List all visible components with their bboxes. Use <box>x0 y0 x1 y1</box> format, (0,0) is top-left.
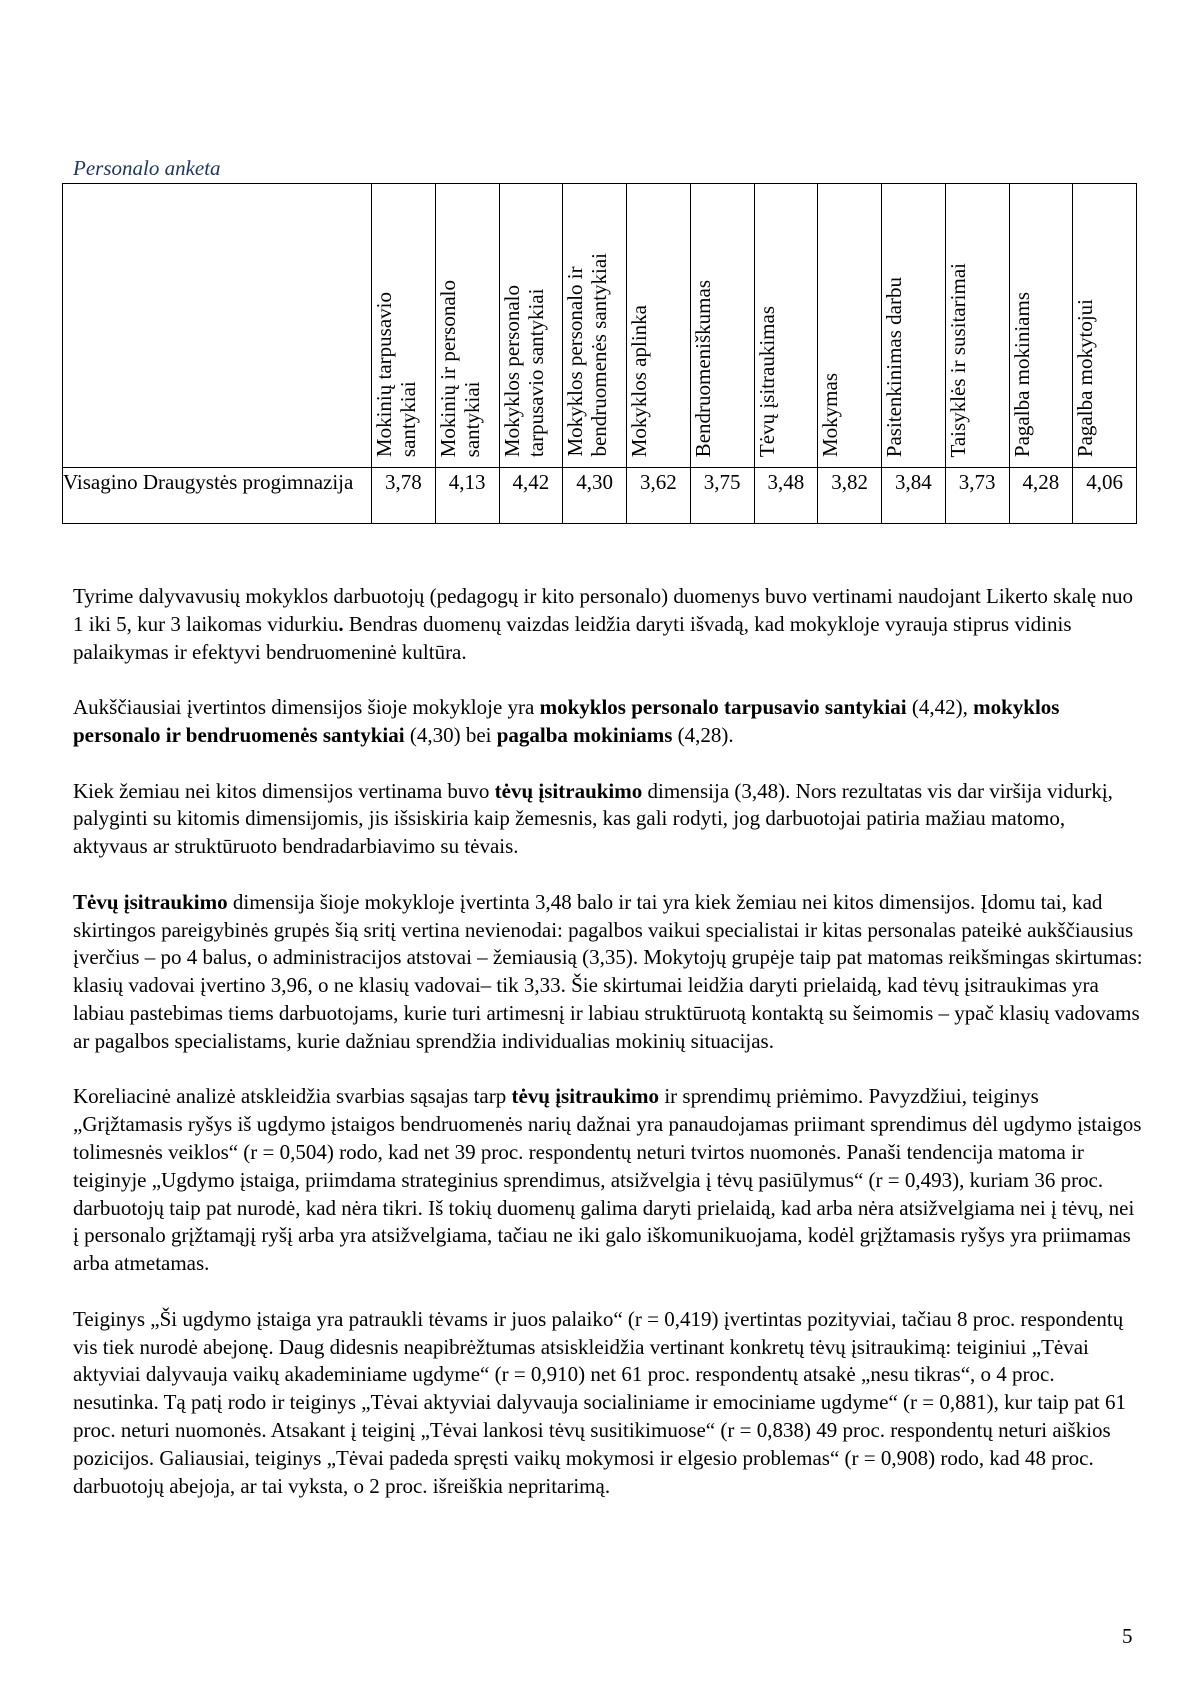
table-cell: 3,78 <box>372 468 436 524</box>
column-header <box>690 184 754 468</box>
column-header <box>563 184 627 468</box>
paragraph <box>73 778 1143 861</box>
column-header <box>754 184 818 468</box>
paragraph <box>73 583 1143 666</box>
column-header-label: Bendruomeniškumas <box>690 279 715 457</box>
text-run: Aukščiausiai įvertintos dimensijos šioje mokykloje yra <box>73 695 540 720</box>
table-cell: 3,84 <box>882 468 946 524</box>
table-cell: 3,48 <box>754 468 818 524</box>
column-header <box>499 184 563 468</box>
page-number: 5 <box>1122 1624 1133 1648</box>
paragraph <box>73 1083 1143 1278</box>
column-header <box>882 184 946 468</box>
row-label: Visagino Draugystės progimnazija <box>63 468 372 524</box>
table-cell: 4,06 <box>1073 468 1137 524</box>
column-header <box>1073 184 1137 468</box>
column-header-label: Mokyklos aplinka <box>627 304 651 457</box>
column-header <box>818 184 882 468</box>
column-header-label: Mokymas <box>818 373 843 457</box>
paragraph <box>73 1306 1143 1501</box>
column-header <box>1009 184 1073 468</box>
text-run: (4,42), <box>906 695 974 720</box>
bold-text: tėvų įsitraukimo <box>494 778 643 803</box>
body-text <box>73 583 1143 1528</box>
bold-text: mokyklos personalo ir bendruomenės santykiai <box>73 695 1060 747</box>
bold-text: mokyklos personalo tarpusavio santykiai <box>539 695 907 720</box>
column-header-label: Mokyklos personalo ir bendruomenės santykiai <box>563 253 612 457</box>
text-run: Bendras duomenų vaizdas leidžia daryti išvadą, kad mokykloje vyrauja stiprus vidinis palaikymas ir efektyvi bendruomeninė kultūra. <box>73 611 1072 664</box>
text-run: Kiek žemiau nei kitos dimensijos vertinama buvo <box>73 778 495 803</box>
text-run: ir sprendimų priėmimo. Pavyzdžiui, teiginys „Grįžtamasis ryšys iš ugdymo įstaigos bendruomenės narių dažnai yra panaudojamas priimant sprendimus dėl ugdymo įstaigos tolimesnės veiklos“ (r = 0,504) rodo, kad net 39 proc. respondentų neturi tvirtos nuomonės. Panaši tendencija matoma ir teiginyje „Ugdymo įstaiga, priimdama strateginius sprendimus, atsižvelgia į tėvų pasiūlymus“ (r = 0,493), kuriam 36 proc. darbuotojų taip pat nurodė, kad nėra tikri. Iš tokių duomenų galima daryti prielaidą, kad arba nėra atsižvelgiama nei į tėvų, nei į personalo grįžtamąjį ryšį arba yra atsižvelgiama, tačiau ne iki galo iškomunikuojama, kodėl grįžtamasis ryšys yra priimamas arba atmetamas. <box>73 1084 1142 1276</box>
text-run: Tyrime dalyvavusių mokyklos darbuotojų (pedagogų ir kito personalo) duomenys buvo vertinami naudojant Likerto skalę nuo 1 iki 5, kur 3 laikomas vidurkiu <box>73 584 1133 636</box>
table-cell: 3,82 <box>818 468 882 524</box>
table-cell: 3,62 <box>627 468 691 524</box>
bold-text: Tėvų įsitraukimo <box>73 889 228 914</box>
column-header <box>945 184 1009 468</box>
table-header-row <box>63 184 1137 468</box>
table-cell: 3,75 <box>690 468 754 524</box>
column-header <box>627 184 691 468</box>
column-header-label: Mokinių tarpusavio santykiai <box>372 291 420 457</box>
column-header-label: Pagalba mokytojui <box>1073 298 1098 457</box>
table-corner-cell <box>63 184 372 468</box>
column-header-label: Mokyklos personalo tarpusavio santykiai <box>499 284 548 457</box>
column-header-label: Taisyklės ir susitarimai <box>945 262 970 457</box>
column-header-label: Tėvų įsitraukimas <box>754 305 779 457</box>
bold-text: . <box>338 611 344 636</box>
text-run: (4,30) bei <box>404 722 497 747</box>
text-run: dimensija (3,48). Nors rezultatas vis dar viršija vidurkį, palyginti su kitomis dimensijomis, jis išsiskiria kaip žemesnis, kas gali rodyti, jog darbuotojai patiria mažiau matomo, aktyvaus ar struktūruoto bendradarbiavimo su tėvais. <box>73 778 1113 859</box>
column-header-label: Pasitenkinimas darbu <box>882 276 906 457</box>
table-row <box>63 468 1137 524</box>
column-header-label: Pagalba mokiniams <box>1009 291 1034 457</box>
column-header <box>435 184 499 468</box>
text-run: (4,28). <box>672 722 734 747</box>
table-caption: Personalo anketa <box>73 156 221 180</box>
column-header-label: Mokinių ir personalo santykiai <box>435 279 484 457</box>
survey-table <box>62 183 1137 524</box>
table-cell: 4,13 <box>435 468 499 524</box>
text-run: dimensija šioje mokykloje įvertinta 3,48 balo ir tai yra kiek žemiau nei kitos dimensijos. Įdomu tai, kad skirtingos pareigybinės grupės šią sritį vertina nevienodai: pagalbos vaikui specialistai ir kitas personalas pateikė aukščiausius įverčius – po 4 balus, o administracijos atstovai – žemiausią (3,35). Mokytojų grupėje taip pat matomas reikšmingas skirtumas: klasių vadovai įvertino 3,96, o ne klasių vadovai– tik 3,33. Šie skirtumai leidžia daryti prielaidą, kad tėvų įsitraukimas yra labiau pastebimas tiems darbuotojams, kurie turi artimesnį ir labiau struktūruotą kontaktą su šeimomis – ypač klasių vadovams ar pagalbos specialistams, kurie dažniau sprendžia individualias mokinių situacijas. <box>73 889 1143 1053</box>
bold-text: pagalba mokiniams <box>496 722 673 747</box>
paragraph <box>73 889 1143 1056</box>
text-run: Teiginys „Ši ugdymo įstaiga yra patraukli tėvams ir juos palaiko“ (r = 0,419) įvertintas pozityviai, tačiau 8 proc. respondentų vis tiek nurodė abejonę. Daug didesnis neapibrėžtumas atsiskleidžia vertinant konkretų tėvų įsitraukimą: teiginiui „Tėvai aktyviai dalyvauja vaikų akademiniame ugdyme“ (r = 0,910) net 61 proc. respondentų atsakė „nesu tikras“, o 4 proc. nesutinka. Tą patį rodo ir teiginys „Tėvai aktyviai dalyvauja socialiniame ir emociniame ugdyme“ (r = 0,881), kur taip pat 61 proc. neturi nuomonės. Atsakant į teiginį „Tėvai lankosi tėvų susitikimuose“ (r = 0,838) 49 proc. respondentų neturi aiškios pozicijos. Galiausiai, teiginys „Tėvai padeda spręsti vaikų mokymosi ir elgesio problemas“ (r = 0,908) rodo, kad 48 proc. darbuotojų abejoja, ar tai vyksta, o 2 proc. išreiškia nepritarimą. <box>73 1306 1126 1498</box>
bold-text: tėvų įsitraukimo <box>511 1084 660 1109</box>
table-cell: 4,42 <box>499 468 563 524</box>
table-cell: 4,28 <box>1009 468 1073 524</box>
text-run: Koreliacinė analizė atskleidžia svarbias sąsajas tarp <box>73 1084 512 1109</box>
paragraph <box>73 694 1143 750</box>
column-header <box>372 184 436 468</box>
table-cell: 4,30 <box>563 468 627 524</box>
table-cell: 3,73 <box>945 468 1009 524</box>
